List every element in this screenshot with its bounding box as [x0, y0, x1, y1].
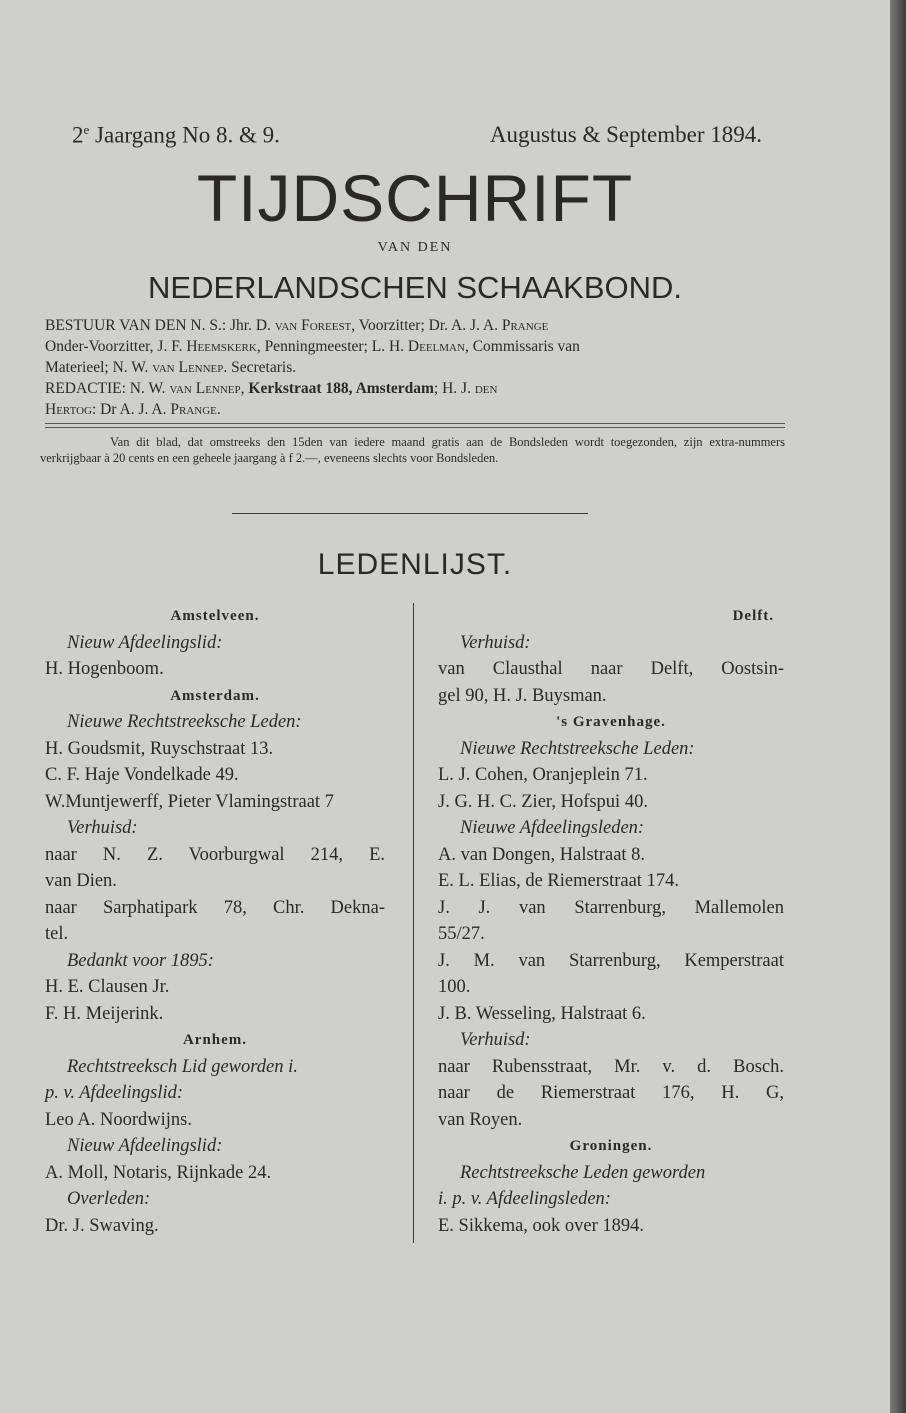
- category-heading: Nieuw Afdeelingslid:: [67, 1136, 223, 1156]
- section-divider: [232, 513, 588, 514]
- city-heading: 's Gravenhage.: [556, 714, 666, 730]
- section-title: LEDENLIJST.: [317, 548, 513, 581]
- page-edge: [890, 0, 906, 1413]
- entry-line: F. H. Meijerink.: [45, 1003, 164, 1024]
- entry-line: Leo A. Noordwijns.: [45, 1109, 192, 1130]
- city-heading: Amsterdam.: [170, 687, 260, 704]
- entry-line: J. B. Wesseling, Halstraat 6.: [438, 1003, 646, 1024]
- category-heading: p. v. Afdeelingslid:: [45, 1083, 184, 1103]
- entry-line: 55/27.: [438, 924, 485, 944]
- entry-line: W.Muntjewerff, Pieter Vlamingstraat 7: [45, 791, 334, 812]
- entry-line: van Dien.: [45, 871, 117, 891]
- journal-title: TIJDSCHRIFT: [196, 161, 634, 235]
- entry-line: 100.: [438, 977, 471, 997]
- entry-line: J. J. van Starrenburg, Mallemolen: [438, 897, 784, 918]
- entry-line: van Clausthal naar Delft, Oostsin-: [438, 659, 784, 679]
- entry-line: C. F. Haje Vondelkade 49.: [45, 765, 239, 785]
- city-heading: Delft.: [732, 608, 774, 624]
- entry-line: Dr. J. Swaving.: [45, 1215, 159, 1236]
- entry-line: gel 90, H. J. Buysman.: [438, 685, 607, 706]
- entry-line: E. L. Elias, de Riemerstraat 174.: [438, 871, 679, 891]
- category-heading: i. p. v. Afdeelingsleden:: [438, 1189, 611, 1209]
- category-heading: Nieuwe Rechtstreeksche Leden:: [67, 712, 302, 732]
- entry-line: naar de Riemerstraat 176, H. G,: [438, 1083, 784, 1103]
- category-heading: Overleden:: [67, 1189, 151, 1209]
- entry-line: L. J. Cohen, Oranjeplein 71.: [438, 765, 648, 785]
- entry-line: naar Rubensstraat, Mr. v. d. Bosch.: [438, 1056, 784, 1077]
- issue-line: [72, 122, 762, 154]
- rule-bottom: [45, 427, 785, 428]
- city-heading: Groningen.: [569, 1138, 653, 1154]
- rule-top: [45, 423, 785, 424]
- entry-line: van Royen.: [438, 1109, 523, 1130]
- category-heading: Bedankt voor 1895:: [67, 950, 214, 971]
- category-heading: Verhuisd:: [460, 1030, 531, 1050]
- entry-line: tel.: [45, 924, 69, 944]
- entry-line: A. van Dongen, Halstraat 8.: [438, 844, 646, 865]
- left-column: [45, 603, 385, 1239]
- entry-line: E. Sikkema, ook over 1894.: [438, 1215, 645, 1236]
- title-connector: VAN DEN: [377, 240, 453, 255]
- entry-line: J. G. H. C. Zier, Hofspui 40.: [438, 791, 648, 812]
- entry-line: H. Goudsmit, Ruyschstraat 13.: [45, 738, 274, 759]
- board-and-editors: BESTUUR VAN DEN N. S.: Jhr. D. van Foreest, Voorzitter; Dr. A. J. A. Prange Onder-Voorzitter, J. F. Heemskerk, Penningmeester; L. H. Deelman, Commissaris van Materieel; N. W. van Lennep. Secretaris. REDACTIE: N. W. van Lennep, Kerkstraat 188, Amsterdam; H. J. den Hertog: Dr A. J. A. Prange.: [45, 317, 580, 418]
- category-heading: Nieuw Afdeelingslid:: [67, 632, 223, 653]
- entry-line: naar N. Z. Voorburgwal 214, E.: [45, 844, 385, 865]
- city-heading: Amstelveen.: [170, 608, 260, 624]
- entry-line: H. Hogenboom.: [45, 659, 164, 679]
- entry-line: naar Sarphatipark 78, Chr. Dekna-: [45, 897, 385, 918]
- category-heading: Nieuwe Rechtstreeksche Leden:: [460, 738, 695, 759]
- right-column: [438, 603, 784, 1239]
- category-heading: Rechtstreeksch Lid geworden i.: [67, 1056, 298, 1077]
- category-heading: Nieuwe Afdeelingsleden:: [460, 818, 645, 838]
- entry-line: A. Moll, Notaris, Rijnkade 24.: [45, 1162, 272, 1183]
- journal-subtitle: NEDERLANDSCHEN SCHAAKBOND.: [148, 270, 682, 305]
- category-heading: Verhuisd:: [460, 632, 531, 653]
- issue-date: Augustus & September 1894.: [489, 122, 762, 147]
- column-divider: [413, 603, 414, 1243]
- entry-line: H. E. Clausen Jr.: [45, 977, 170, 997]
- category-heading: Rechtstreeksche Leden geworden: [460, 1162, 706, 1183]
- city-heading: Arnhem.: [182, 1032, 248, 1048]
- entry-line: J. M. van Starrenburg, Kemperstraat: [438, 950, 784, 971]
- subscription-notice: Van dit blad, dat omstreeks den 15den van iedere maand gratis aan de Bondsleden wordt toegezonden, zijn extra-nummers verkrijgbaar à 20 cents en een geheele jaargang à f 2.—, eveneens slechts voor Bondsleden.: [40, 435, 785, 465]
- issue-volume: 2e Jaargang No 8. & 9.: [72, 122, 280, 148]
- category-heading: Verhuisd:: [67, 818, 138, 838]
